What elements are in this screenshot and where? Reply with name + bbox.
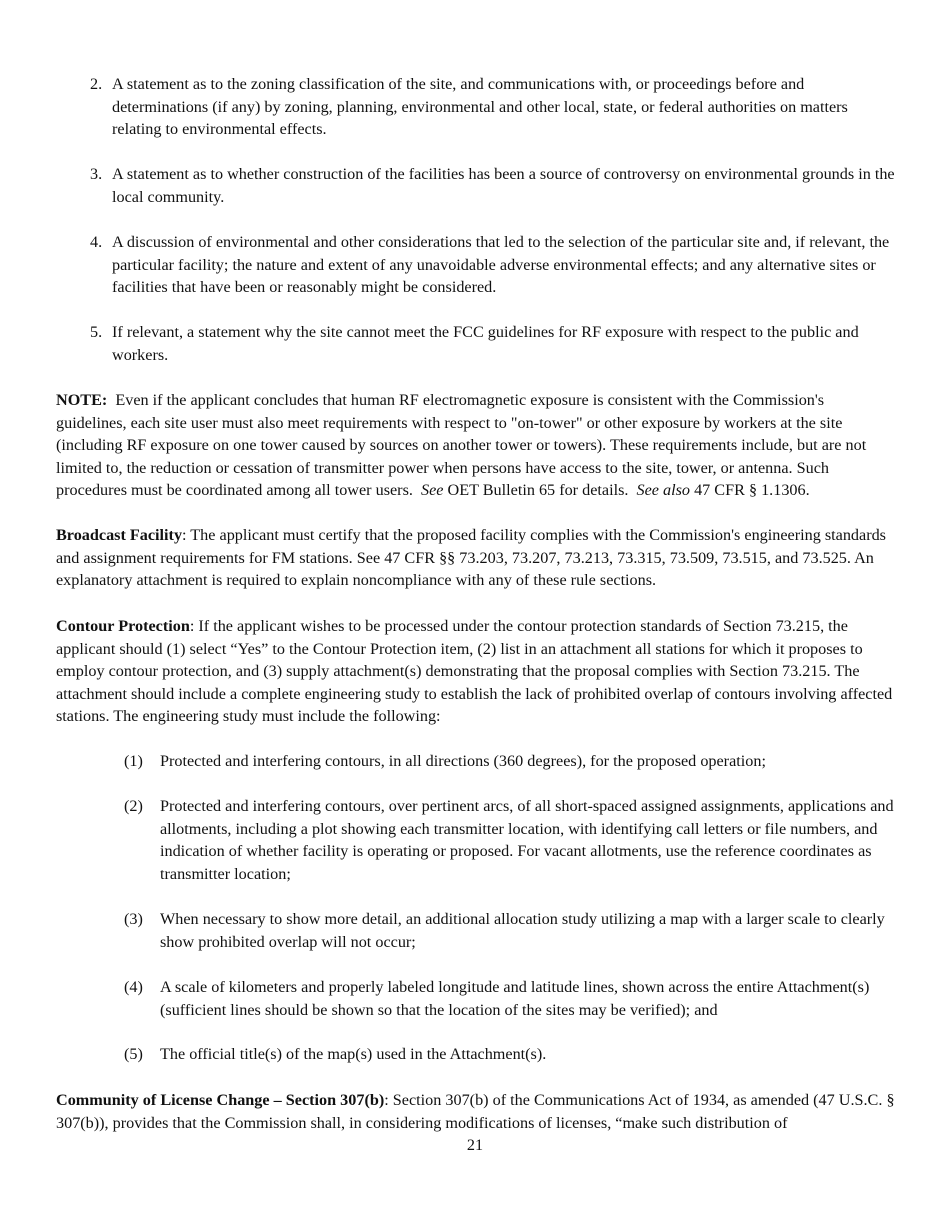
broadcast-facility-heading: Broadcast Facility <box>56 526 183 544</box>
sub-list-item-number: (2) <box>124 797 143 815</box>
note-text: Even if the applicant concludes that human RF electromagnetic exposure is consistent with the Commission's guidelines, each site user must also meet requirements with respect to "on-tower" or other exposure by workers at the site (including RF exposure on one tower caused by sources on another tower or towers). These requirements include, but are not limited to, the reduction or cessation of transmitter power when persons have access to the site, tower, or antenna. Such procedures must be coordinated among all tower users. <box>56 391 867 500</box>
community-of-license-heading: Community of License Change – Section 307(b) <box>56 1091 385 1109</box>
see-reference: See <box>421 481 444 500</box>
list-item-text: A discussion of environmental and other considerations that led to the selection of the particular site and, if relevant, the particular facility; the nature and extent of any unavoidable adverse environmental effects; and any alternative sites or facilities that have been or reasonably might be considered. <box>112 233 890 297</box>
sub-list-item-text: Protected and interfering contours, in all directions (360 degrees), for the proposed operation; <box>160 752 766 770</box>
note-label: NOTE: <box>56 391 108 409</box>
broadcast-facility-text: : The applicant must certify that the proposed facility complies with the Commission's engineering standards and assignment requirements for FM stations. See 47 CFR §§ 73.203, 73.207, 73.213, 73.315, 73.509, 73.515, and 73.525. An explanatory attachment is required to explain noncompliance with any of these rule sections. <box>56 526 886 590</box>
list-item-number: 4. <box>90 233 103 251</box>
note-paragraph <box>56 389 898 502</box>
contour-protection-heading: Contour Protection <box>56 617 190 635</box>
sub-list-item-text: When necessary to show more detail, an additional allocation study utilizing a map with a larger scale to clearly show prohibited overlap will not occur; <box>160 910 885 951</box>
see-also-reference: See also <box>636 481 691 500</box>
broadcast-facility-paragraph <box>56 524 898 592</box>
community-of-license-text: : Section 307(b) of the Communications Act of 1934, as amended (47 U.S.C. § 307(b)), provides that the Commission shall, in considering modifications of licenses, “make such distribution of <box>56 1091 895 1132</box>
list-item-text: A statement as to whether construction of the facilities has been a source of controversy on environmental grounds in the local community. <box>112 165 895 206</box>
sub-list-item-number: (4) <box>124 978 143 996</box>
sub-list-item-number: (1) <box>124 752 143 770</box>
list-item-number: 5. <box>90 323 103 341</box>
community-of-license-paragraph <box>56 1089 898 1134</box>
list-item-number: 2. <box>90 75 103 93</box>
sub-list-item-text: The official title(s) of the map(s) used in the Attachment(s). <box>160 1045 547 1063</box>
contour-protection-text: : If the applicant wishes to be processed under the contour protection standards of Section 73.215, the applicant should (1) select “Yes” to the Contour Protection item, (2) list in an attachment all stations for which it proposes to employ contour protection, and (3) supply attachment(s) demonstrating that the proposal complies with Section 73.215. The attachment should include a complete engineering study to establish the lack of prohibited overlap of contours involving affected stations. The engineering study must include the following: <box>56 617 893 726</box>
sub-list-item-text: Protected and interfering contours, over pertinent arcs, of all short-spaced assigned assignments, applications and allotments, including a plot showing each transmitter location, with identifying call letters or file numbers, and indication of whether facility is operating or proposed. For vacant allotments, use the reference coordinates as transmitter location; <box>160 797 894 883</box>
page-number: 21 <box>466 1136 484 1154</box>
list-item-text: A statement as to the zoning classification of the site, and communications with, or proceedings before and determinations (if any) by zoning, planning, environmental and other local, state, or federal authorities on matters relating to environmental effects. <box>112 75 848 139</box>
list-item-number: 3. <box>90 165 103 183</box>
list-item-text: If relevant, a statement why the site cannot meet the FCC guidelines for RF exposure with respect to the public and workers. <box>112 323 859 364</box>
note-text: OET Bulletin 65 for details. <box>447 481 629 500</box>
note-text: 47 CFR § 1.1306. <box>694 481 810 500</box>
sub-list-item-number: (5) <box>124 1045 143 1063</box>
sub-list-item-number: (3) <box>124 910 143 928</box>
contour-protection-paragraph <box>56 615 898 728</box>
sub-list-item-text: A scale of kilometers and properly labeled longitude and latitude lines, shown across the entire Attachment(s) (sufficient lines should be shown so that the location of the sites may be verified); and <box>160 978 870 1019</box>
